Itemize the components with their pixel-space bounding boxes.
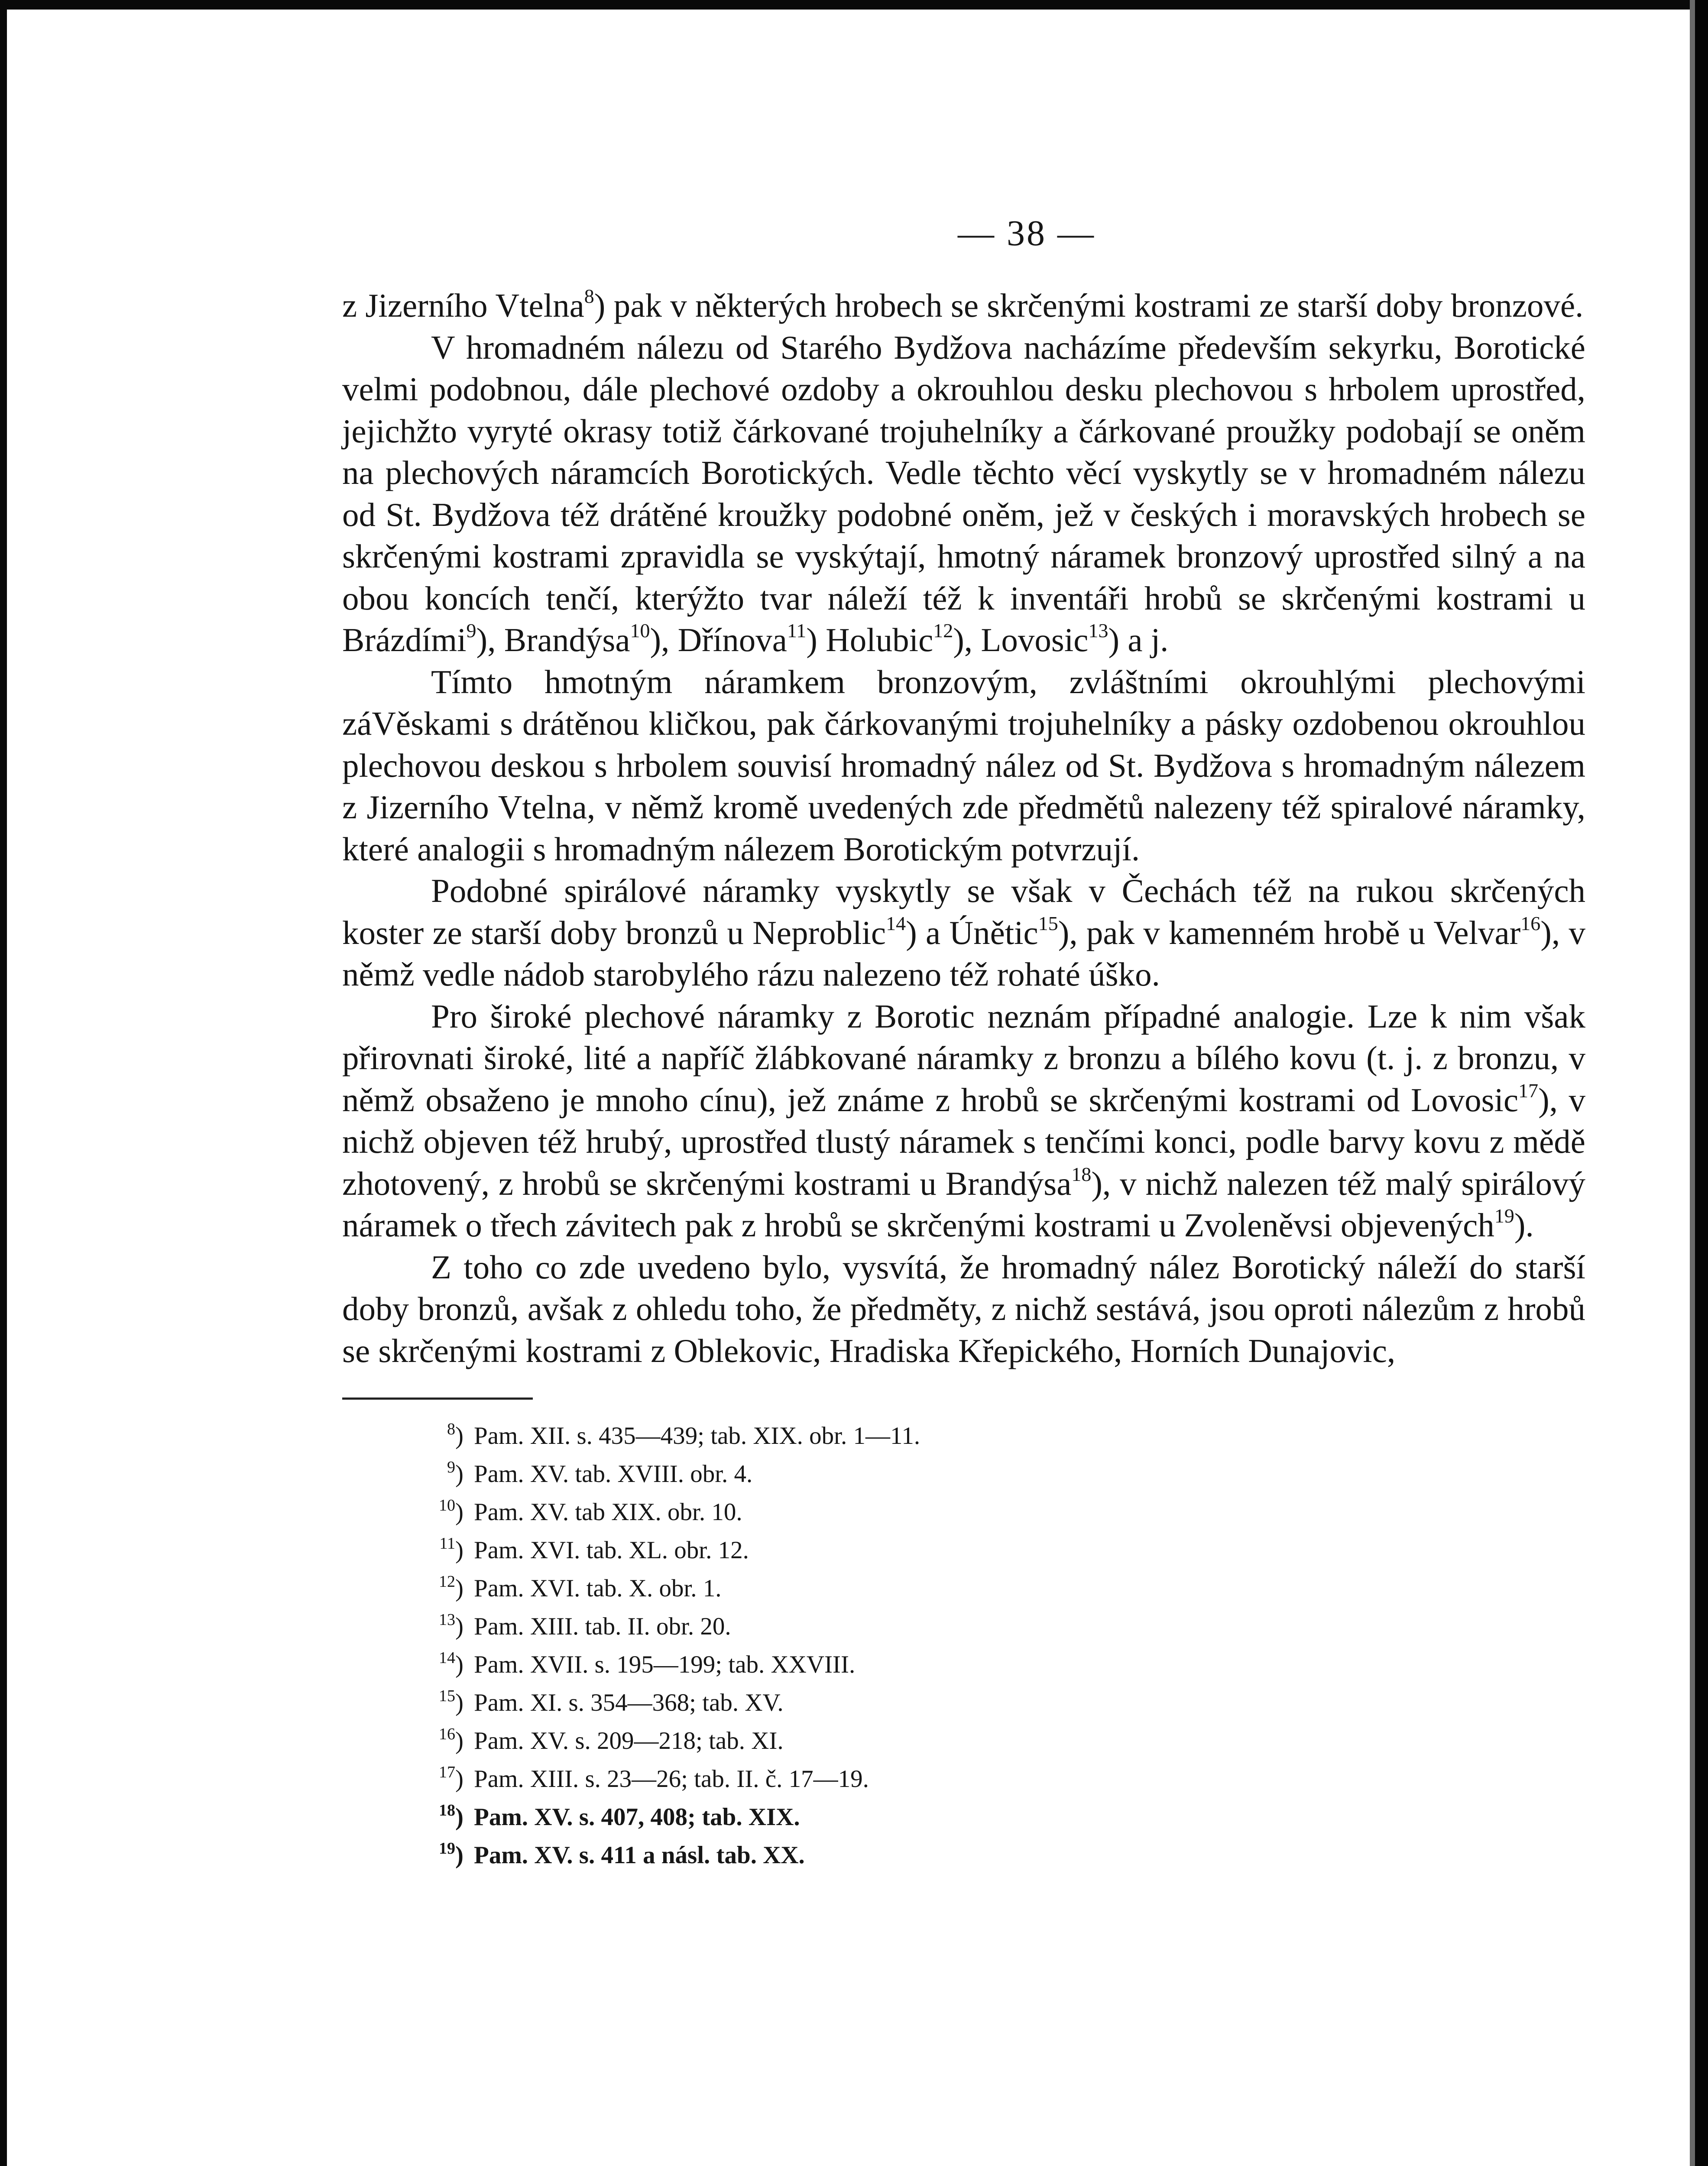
footnote-ref[interactable]: 18: [1071, 1163, 1092, 1185]
text-run: ), v nichž objeven též hrubý, uprostřed tlustý náramek s tenčími konci, podle barvy kovu z mědě zhotovený, z hrobů se skrčenými kostrami u Brandýsa: [342, 1081, 1585, 1202]
footnote-number: 15: [439, 1687, 456, 1705]
footnote-text: Pam. XVI. tab. X. obr. 1.: [474, 1575, 722, 1602]
footnote-number: 11: [439, 1534, 456, 1553]
footnote: [428, 1455, 1585, 1493]
scan-edge-right: [1695, 0, 1708, 2166]
paragraph-4: [342, 870, 1585, 995]
footnote-number: 16: [439, 1725, 456, 1743]
body-text: [342, 285, 1585, 1372]
paragraph-3: [342, 661, 1585, 870]
footnote-number: 13: [439, 1611, 456, 1629]
footnote-number: 12: [439, 1573, 456, 1591]
footnote-text: Pam. XI. s. 354—368; tab. XV.: [474, 1689, 784, 1716]
page-number: — 38 —: [958, 213, 1095, 253]
footnote-number: 9: [447, 1458, 456, 1476]
text-run: ).: [1514, 1206, 1534, 1244]
text-run: Tímto hmotným náramkem bronzovým, zvláštními okrouhlými plechovými záVěskami s drátěnou kličkou, pak čárkovanými trojuhelníky a pásky ozdobenou okrouhlou plechovou deskou s hrbolem souvisí hromadný nález od St. Bydžova s hromadným nálezem z Jizerního Vtelna, v němž kromě uvedených zde předmětů nalezeny též spiralové náramky, které analogii s hromadným nálezem Borotickým potvrzují.: [342, 663, 1585, 868]
footnote-ref[interactable]: 13: [1088, 619, 1108, 642]
footnote-text: Pam. XV. tab XIX. obr. 10.: [474, 1498, 742, 1526]
text-run: ) a Únětic: [906, 914, 1038, 951]
text-run: ), pak v kamenném hrobě u Velvar: [1058, 914, 1521, 951]
footnote-number: 17: [439, 1763, 456, 1781]
footnote-mark: $^9$): [447, 1458, 463, 1488]
footnote-text: Pam. XIII. s. 23—26; tab. II. č. 17—19.: [474, 1765, 869, 1793]
footnote: [428, 1836, 1585, 1874]
footnote-ref[interactable]: 14: [886, 912, 906, 934]
footnote-mark: $^{15}$): [439, 1687, 463, 1716]
footnote: [428, 1608, 1585, 1646]
scan-edge-right-shadow: [1690, 0, 1695, 2166]
footnotes: [428, 1417, 1585, 1874]
footnote-mark: $^{16}$): [439, 1725, 463, 1754]
footnote: [428, 1760, 1585, 1798]
scan-edge-left: [0, 0, 7, 2166]
footnote-ref[interactable]: 8: [584, 285, 594, 307]
text-run: ), v nichž nalezen též malý spirálový náramek o třech závitech pak z hrobů se skrčenými kostrami u Zvoleněvsi objevených: [342, 1164, 1585, 1244]
footnote-mark: $^{14}$): [439, 1649, 463, 1678]
footnote-ref[interactable]: 15: [1038, 912, 1058, 934]
text-run: ), Lovosic: [953, 621, 1089, 658]
footnote-ref[interactable]: 12: [933, 619, 953, 642]
text-run: ) a j.: [1108, 621, 1169, 658]
footnote-text: Pam. XII. s. 435—439; tab. XIX. obr. 1—11.: [474, 1422, 920, 1449]
footnote-text: Pam. XIII. tab. II. obr. 20.: [474, 1613, 731, 1640]
footnote-mark: $^{18}$): [439, 1801, 463, 1831]
footnote-ref[interactable]: 19: [1494, 1205, 1514, 1227]
footnote-mark: $^{13}$): [439, 1611, 463, 1640]
footnote-number: 18: [439, 1801, 456, 1819]
paragraph-2: [342, 327, 1585, 661]
footnote-mark: $^{11}$): [439, 1534, 463, 1564]
footnote: [428, 1722, 1585, 1760]
footnote-text: Pam. XV. s. 209—218; tab. XI.: [474, 1727, 784, 1754]
footnote-divider: [342, 1398, 533, 1400]
footnote: [428, 1417, 1585, 1455]
paragraph-1: [342, 285, 1585, 327]
footnote-ref[interactable]: 9: [466, 619, 476, 642]
footnote-text: Pam. XV. s. 411 a násl. tab. XX.: [474, 1842, 805, 1869]
text-run: ) Holubic: [806, 621, 933, 658]
text-run: ), Brandýsa: [476, 621, 630, 658]
footnote: [428, 1798, 1585, 1836]
footnote-text: Pam. XV. s. 407, 408; tab. XIX.: [474, 1803, 800, 1831]
footnote-number: 8: [447, 1420, 456, 1438]
paragraph-6: [342, 1246, 1585, 1372]
footnote-ref[interactable]: 10: [630, 619, 650, 642]
text-run: V hromadném nálezu od Starého Bydžova nacházíme především sekyrku, Borotické velmi podobnou, dále plechové ozdoby a okrouhlou desku plechovou s hrbolem uprostřed, jejichžto vyryté okrasy totiž čárkované trojuhelníky a čárkované proužky podobají se oněm na plechových náramcích Borotických. Vedle těchto věcí vyskytly se v hromadném nálezu od St. Bydžova též drátěné kroužky podobné oněm, jež v českých i moravských hrobech se skrčenými kostrami zpravidla se vyskýtají, hmotný náramek bronzový uprostřed silný a na obou koncích tenčí, kterýžto tvar náleží též k inventáři hrobů se skrčenými kostrami u Brázdími: [342, 328, 1585, 658]
footnote: [428, 1684, 1585, 1722]
text-run: ), Dřínova: [650, 621, 787, 658]
scan-edge-top: [0, 0, 1708, 10]
footnote-mark: $^{19}$): [439, 1839, 463, 1869]
footnote-number: 10: [439, 1496, 456, 1514]
footnote-ref[interactable]: 11: [787, 619, 807, 642]
footnote-ref[interactable]: 17: [1518, 1079, 1539, 1102]
footnote-mark: $^{10}$): [439, 1496, 463, 1526]
footnote-number: 14: [439, 1649, 456, 1667]
text-run: ) pak v některých hrobech se skrčenými kostrami ze starší doby bronzové.: [594, 287, 1584, 324]
footnote: [428, 1531, 1585, 1569]
paragraph-5: [342, 995, 1585, 1246]
footnote: [428, 1493, 1585, 1531]
footnote-text: Pam. XVII. s. 195—199; tab. XXVIII.: [474, 1651, 856, 1678]
footnote-number: 19: [439, 1839, 456, 1858]
footnote-mark: $^8$): [447, 1420, 463, 1449]
footnote-mark: $^{17}$): [439, 1763, 463, 1793]
text-run: Podobné spirálové náramky vyskytly se však v Čechách též na rukou skrčených koster ze starší doby bronzů u Neproblic: [342, 872, 1585, 951]
footnote: [428, 1569, 1585, 1608]
page-content: [342, 212, 1585, 1874]
footnote-ref[interactable]: 16: [1520, 912, 1541, 934]
footnote-text: Pam. XV. tab. XVIII. obr. 4.: [474, 1460, 753, 1488]
footnote: [428, 1646, 1585, 1684]
text-run: Z toho co zde uvedeno bylo, vysvítá, že hromadný nález Borotický náleží do starší doby bronzů, avšak z ohledu toho, že předměty, z nichž sestává, jsou oproti nálezům z hrobů se skrčenými kostrami z Oblekovic, Hradiska Křepického, Horních Dunajovic,: [342, 1248, 1585, 1369]
text-run: ), v němž vedle nádob starobylého rázu nalezeno též rohaté úško.: [342, 914, 1585, 993]
text-run: Pro široké plechové náramky z Borotic neznám případné analogie. Lze k nim však přirovnati široké, lité a napříč žlábkované náramky z bronzu a bílého kovu (t. j. z bronzu, v němž obsaženo je mnoho cínu), jež známe z hrobů se skrčenými kostrami od Lovosic: [342, 997, 1585, 1119]
text-run: z Jizerního Vtelna: [342, 287, 584, 324]
footnote-mark: $^{12}$): [439, 1573, 463, 1602]
footnote-text: Pam. XVI. tab. XL. obr. 12.: [474, 1537, 749, 1564]
